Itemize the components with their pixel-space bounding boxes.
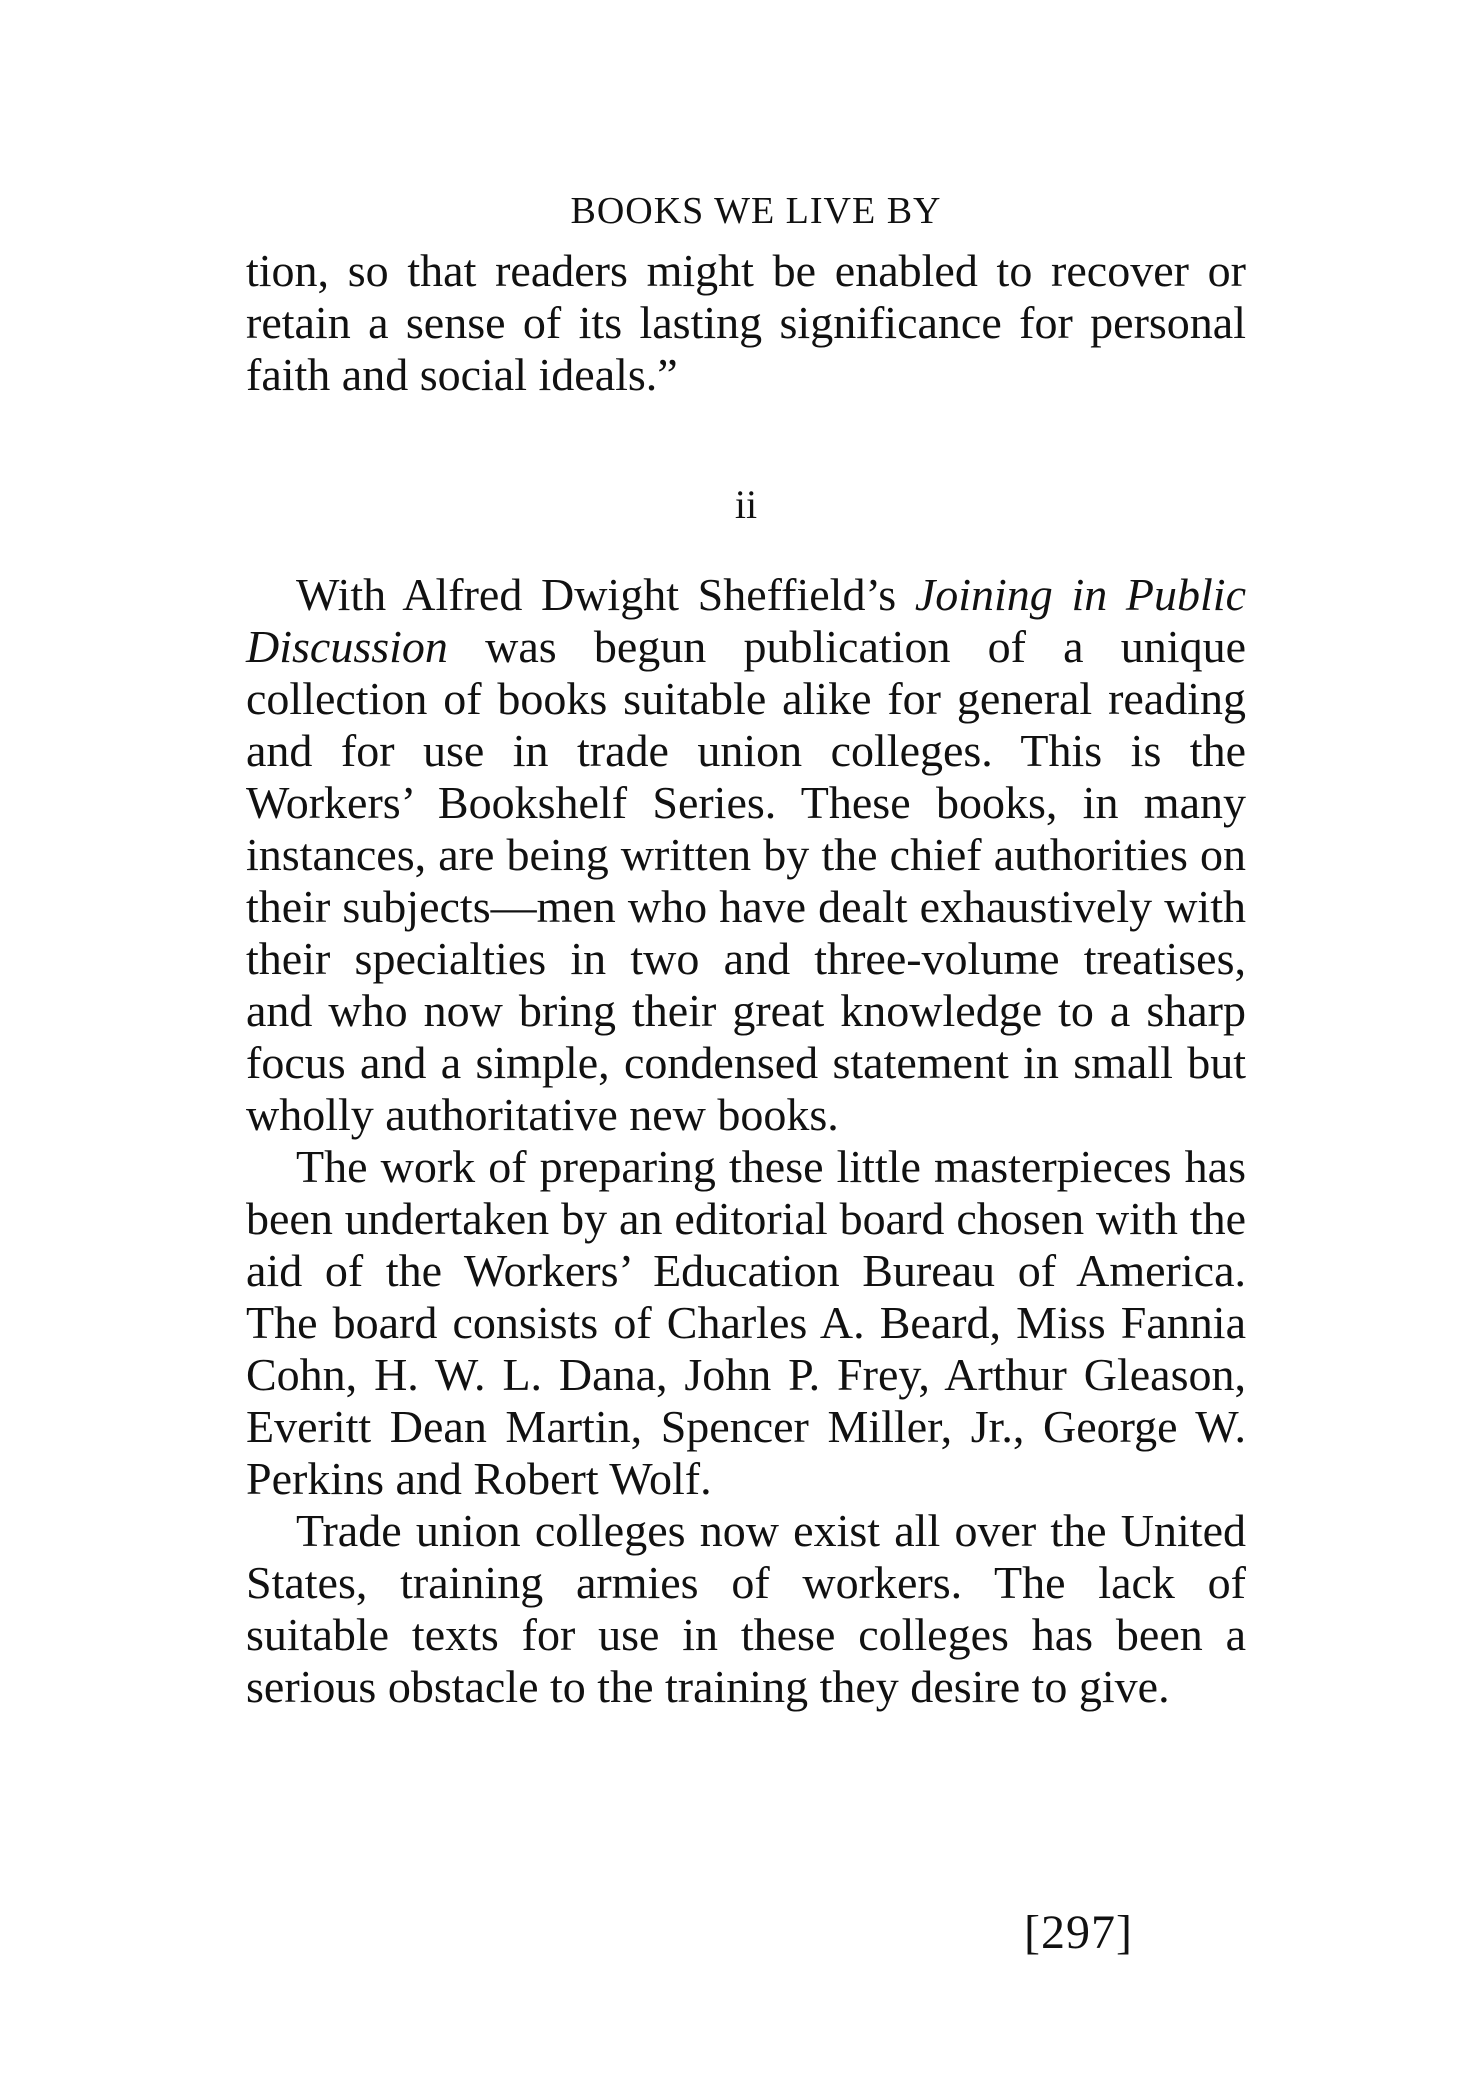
paragraph-lead: With Alfred Dwight Sheffield’s [296,569,915,620]
section-number: ii [734,482,758,527]
book-title-italic: Joining in Public Discussion [246,569,1246,672]
body-text [246,245,1246,1713]
page-number: [297] [1024,1906,1133,1959]
book-page [246,185,1246,1713]
continued-paragraph: tion, so that readers might be enabled to recover or retain a sense of its lasting significance for personal faith and social ideals.” [246,245,1246,400]
paragraph-workers-bookshelf [246,569,1246,1141]
paragraph-trade-union-colleges: Trade union colleges now exist all over the United States, training armies of workers. The lack of suitable texts for use in these colleges has been a serious obstacle to the training they desire to give. [246,1505,1246,1712]
running-head: BOOKS WE LIVE BY [570,190,942,232]
paragraph-editorial-board: The work of preparing these little masterpieces has been undertaken by an editorial board chosen with the aid of the Workers’ Education Bureau of America. The board consists of Charles A. Beard, Miss Fannia Cohn, H. W. L. Dana, John P. Frey, Arthur Gleason, Everitt Dean Martin, Spencer Miller, Jr., George W. Perkins and Robert Wolf. [246,1141,1246,1504]
paragraph-rest: was begun publication of a unique collection of books suitable alike for general reading and for use in trade union colleges. This is the Workers’ Bookshelf Series. These books, in many instances, are being written by the chief authorities on their subjects—men who have dealt exhaustively with their specialties in two and three-volume treatises, and who now bring their great knowledge to a sharp focus and a simple, condensed statement in small but wholly authoritative new books. [246,621,1246,1140]
